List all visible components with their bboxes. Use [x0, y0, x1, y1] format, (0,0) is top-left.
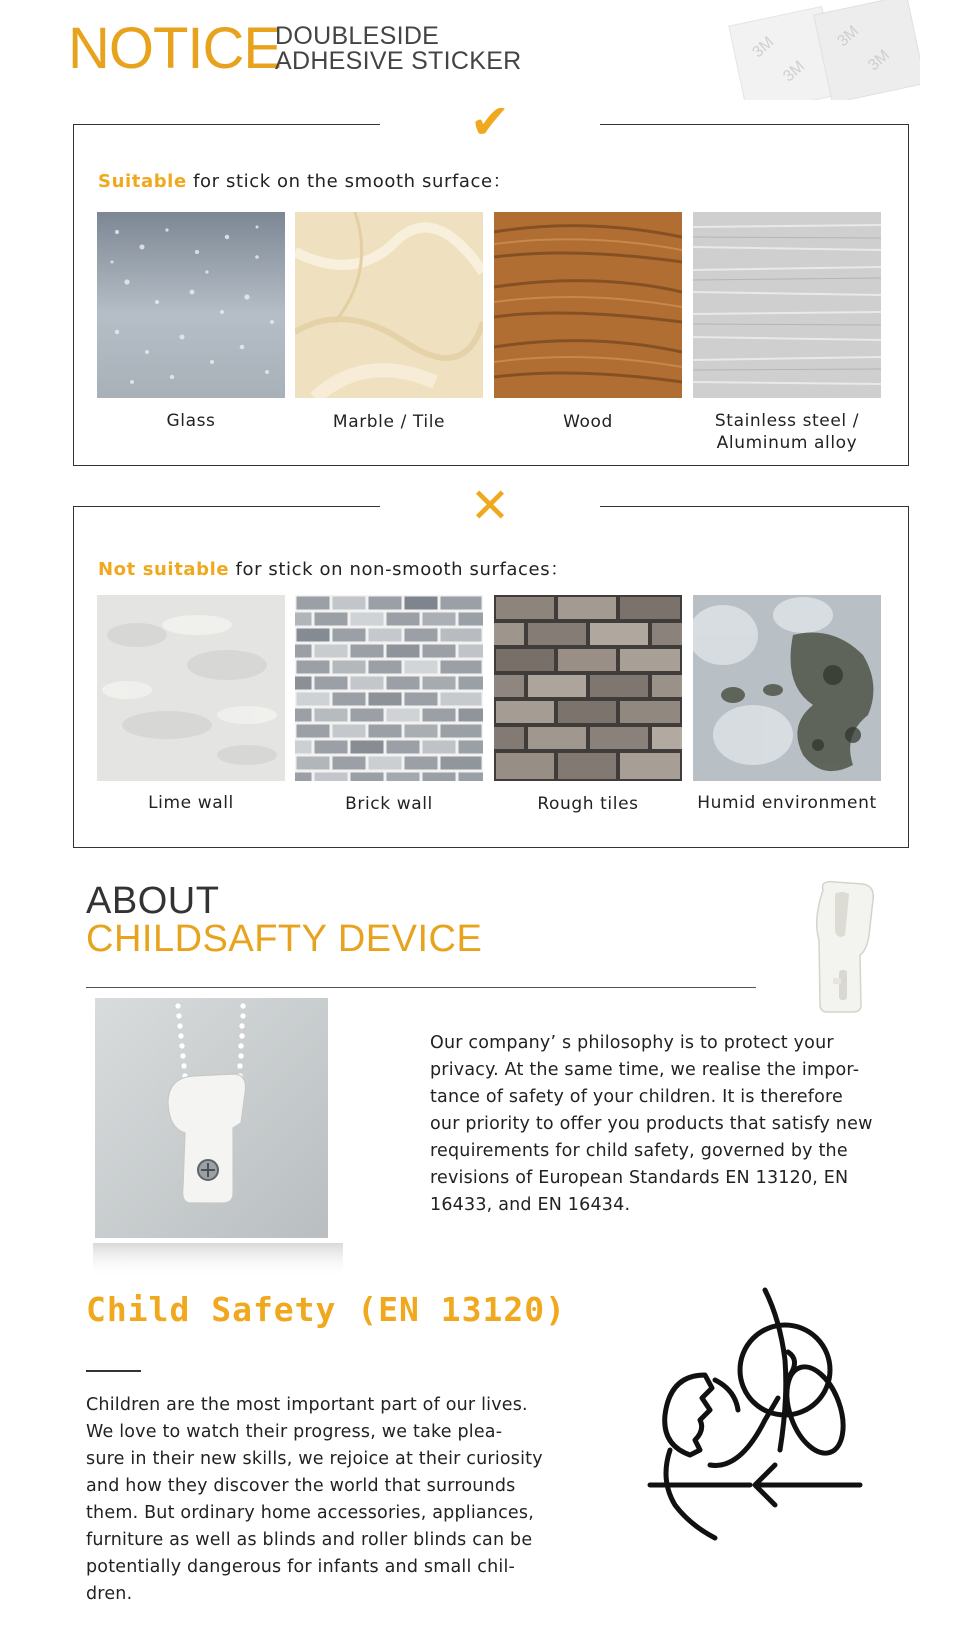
not-suitable-heading [98, 555, 569, 581]
glass-label: Glass [166, 411, 216, 431]
rough-tiles-label: Rough tiles [537, 794, 639, 814]
suitable-highlight: Suitable [98, 171, 187, 192]
about-paragraph [430, 1030, 900, 1219]
child-safety-title: Child Safety (EN 13120) [86, 1290, 566, 1329]
about-heading: ABOUT [86, 880, 220, 922]
glass-swatch [97, 212, 285, 398]
child-safety-paragraph [86, 1392, 606, 1608]
about-paragraph-line: revisions of European Standards EN 13120, EN [430, 1168, 849, 1188]
wood-swatch [494, 212, 682, 398]
humid-label: Humid environment [697, 793, 877, 813]
lime-wall-swatch [97, 595, 285, 781]
svg-text:3M: 3M [780, 57, 809, 86]
lime-wall-label: Lime wall [148, 793, 234, 813]
child-safety-paragraph-line: sure in their new skills, we rejoice at their curiosity [86, 1449, 543, 1469]
marble-swatch [295, 212, 483, 398]
steel-label [693, 410, 881, 454]
child-safety-paragraph-line: potentially dangerous for infants and small chil- [86, 1557, 516, 1577]
steel-label-line2: Aluminum alloy [716, 433, 858, 453]
notice-subtitle-line2: ADHESIVE STICKER [275, 47, 522, 75]
about-paragraph-line: tance of safety of your children. It is therefore [430, 1087, 843, 1107]
about-divider [86, 987, 756, 988]
notice-subtitle-line1: DOUBLESIDE [275, 22, 440, 50]
notice-subtitle [275, 24, 522, 74]
suitable-heading [98, 167, 511, 193]
not-suitable-heading-rest: for stick on non-smooth surfaces： [235, 559, 569, 580]
child-cord-warning-icon [640, 1280, 870, 1550]
svg-text:3M: 3M [834, 22, 863, 51]
svg-text:3M: 3M [865, 46, 893, 75]
child-safety-paragraph-line: Children are the most important part of our lives. [86, 1395, 528, 1415]
child-safety-device-photo [73, 998, 343, 1278]
brick-wall-label: Brick wall [345, 794, 433, 814]
child-safety-paragraph-line: and how they discover the world that surrounds [86, 1476, 516, 1496]
about-paragraph-line: our priority to offer you products that satisfy new [430, 1114, 873, 1134]
about-paragraph-line: requirements for child safety, governed by the [430, 1141, 848, 1161]
marble-label: Marble / Tile [332, 412, 446, 432]
about-subheading: CHILDSAFTY DEVICE [86, 918, 483, 960]
svg-text:3M: 3M [749, 33, 778, 62]
check-icon: ✔ [469, 94, 511, 150]
steel-label-line1: Stainless steel / [714, 411, 860, 431]
safety-clip-image [805, 880, 880, 1020]
about-paragraph-line: Our company’ s philosophy is to protect your [430, 1033, 834, 1053]
child-safety-paragraph-line: them. But ordinary home accessories, appliances, [86, 1503, 534, 1523]
child-safety-paragraph-line: We love to watch their progress, we take plea- [86, 1422, 503, 1442]
child-safety-paragraph-line: furniture as well as blinds and roller blinds can be [86, 1530, 533, 1550]
suitable-heading-rest: for stick on the smooth surface： [193, 171, 512, 192]
child-safety-paragraph-line: dren. [86, 1584, 133, 1604]
child-safety-divider [86, 1370, 141, 1372]
humid-swatch [693, 595, 881, 781]
brick-wall-swatch [295, 595, 483, 781]
about-paragraph-line: 16433, and EN 16434. [430, 1195, 631, 1215]
notice-title: NOTICE [68, 16, 282, 81]
about-paragraph-line: privacy. At the same time, we realise the impor- [430, 1060, 860, 1080]
rough-tiles-swatch [494, 595, 682, 781]
steel-swatch [693, 212, 881, 398]
not-suitable-highlight: Not suitable [98, 559, 230, 580]
cross-icon: ✕ [469, 478, 511, 534]
wood-label: Wood [563, 412, 613, 432]
adhesive-sticker-image [725, 0, 920, 100]
